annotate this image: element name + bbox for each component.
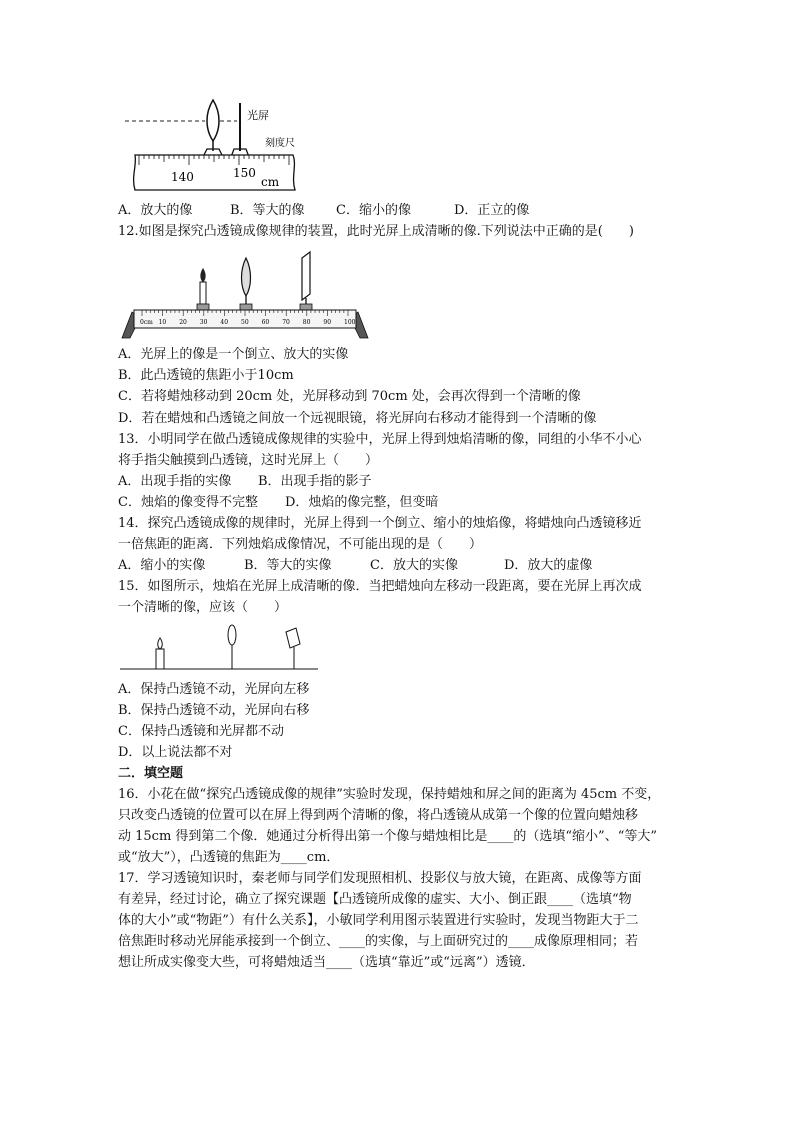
tick-140: 140 xyxy=(171,170,194,184)
q13-option-b: B．出现手指的影子 xyxy=(258,474,372,489)
bench-tick-label: 40 xyxy=(220,319,229,326)
screen-label: 光屏 xyxy=(247,109,269,122)
q16-line2: 只改变凸透镜的位置可以在屏上得到两个清晰的像，将凸透镜从成第一个像的位置向蜡烛移 xyxy=(118,808,639,823)
q14-stem-line2: 一倍焦距的距离．下列烛焰成像情况，不可能出现的是（ ） xyxy=(118,537,483,552)
convex-lens xyxy=(207,100,219,141)
candle-flame xyxy=(200,268,205,282)
bench-tick-label: 60 xyxy=(261,319,270,326)
q13-option-c: C．烛焰的像变得不完整 xyxy=(118,495,258,510)
q15-option-c: C．保持凸透镜和光屏都不动 xyxy=(118,724,284,739)
q16-line1: 16．小花在做“探究凸透镜成像的规律”实验时发现，保持蜡烛和屏之间的距离为 45cm 不变， xyxy=(118,787,661,802)
q17-line3: 体的大小”或“物距”）有什么关系】，小敏同学利用图示装置进行实验时，发现当物距大于二 xyxy=(118,913,639,928)
figure-candle-lens-screen xyxy=(118,620,323,676)
bench-tick-label: 0cm xyxy=(140,319,153,326)
bench-lens xyxy=(242,258,251,296)
q13-options-row2 xyxy=(118,493,438,513)
q11-option-b: B．等大的像 xyxy=(230,203,305,218)
q13-option-d: D．烛焰的像完整，但变暗 xyxy=(285,495,439,510)
section-fill-blank-title: 二．填空题 xyxy=(118,766,184,781)
q12-option-b: B．此凸透镜的焦距小于10cm xyxy=(118,368,294,383)
q17-line4: 倍焦距时移动光屏能承接到一个倒立、____的实像，与上面研究过的____成像原理相同；若 xyxy=(118,934,639,949)
bench-tick-label: 30 xyxy=(199,319,208,326)
q13-stem-line1: 13．小明同学在做凸透镜成像规律的实验中，光屏上得到烛焰清晰的像，同组的小华不小心 xyxy=(118,432,642,447)
q14-option-a: A．缩小的实像 xyxy=(118,558,206,573)
bench-tick-label: 10 xyxy=(158,319,167,326)
bench-tick-label: 80 xyxy=(302,319,311,326)
q11-option-d: D．正立的像 xyxy=(454,203,530,218)
bench-tick-label: 20 xyxy=(179,319,187,326)
figure-lens-ruler xyxy=(125,95,315,195)
q15-option-a: A．保持凸透镜不动，光屏向左移 xyxy=(118,682,310,697)
q15-lens xyxy=(228,625,236,645)
bench-screen xyxy=(302,252,310,300)
q16-line3: 动 15cm 得到第二个像．她通过分析得出第一个像与蜡烛相比是____的（选填“缩小”、“等大” xyxy=(118,829,657,844)
bench-tick-label: 100 xyxy=(344,319,356,326)
q13-options-row1 xyxy=(118,472,372,492)
q13-option-a: A．出现手指的实像 xyxy=(118,474,232,489)
q14-option-b: B．等大的实像 xyxy=(244,558,332,573)
q15-option-b: B．保持凸透镜不动，光屏向右移 xyxy=(118,703,310,718)
q14-option-d: D．放大的虚像 xyxy=(504,558,593,573)
q17-line5: 想让所成实像变大些，可将蜡烛适当____（选填“靠近”或“远离”）透镜． xyxy=(118,955,535,970)
bench-tick-label: 50 xyxy=(241,319,249,326)
q11-options xyxy=(118,201,529,221)
q12-option-d: D．若在蜡烛和凸透镜之间放一个远视眼镜，将光屏向右移动才能得到一个清晰的像 xyxy=(118,411,597,426)
q14-options xyxy=(118,556,592,576)
q15-flame xyxy=(158,638,163,649)
q15-stem-line2: 一个清晰的像，应该（ ） xyxy=(118,600,288,615)
q14-option-c: C．放大的实像 xyxy=(370,558,458,573)
bench-tick-label: 70 xyxy=(282,319,290,326)
q14-stem-line1: 14．探究凸透镜成像的规律时，光屏上得到一个倒立、缩小的烛焰像，将蜡烛向凸透镜移近 xyxy=(118,516,642,531)
q15-stem-line1: 15．如图所示，烛焰在光屏上成清晰的像．当把蜡烛向左移动一段距离，要在光屏上再次成 xyxy=(118,579,642,594)
q16-line4: 或“放大”），凸透镜的焦距为____cm． xyxy=(118,850,340,865)
q12-option-a: A．光屏上的像是一个倒立、放大的实像 xyxy=(118,347,349,362)
candle xyxy=(200,282,206,304)
figure-optical-bench xyxy=(120,250,380,342)
ruler-label: 刻度尺 xyxy=(265,138,295,149)
q17-line1: 17．学习透镜知识时，秦老师与同学们发现照相机、投影仪与放大镜，在距离、成像等方面 xyxy=(118,871,642,886)
q15-screen xyxy=(286,628,300,648)
tick-150: 150 xyxy=(233,166,256,180)
q13-stem-line2: 将手指尖触摸到凸透镜，这时光屏上（ ） xyxy=(118,453,379,468)
q11-option-c: C．缩小的像 xyxy=(336,203,411,218)
q15-candle xyxy=(156,649,164,669)
bench-tick-label: 90 xyxy=(323,319,332,326)
q12-option-c: C．若将蜡烛移动到 20cm 处，光屏移动到 70cm 处，会再次得到一个清晰的像 xyxy=(118,389,581,404)
q17-line2: 有差异，经过讨论，确立了探究课题【凸透镜所成像的虚实、大小、倒正跟____（选填“物 xyxy=(118,892,632,907)
q15-option-d: D．以上说法都不对 xyxy=(118,745,233,760)
q11-option-a: A．放大的像 xyxy=(118,203,193,218)
unit-label: cm xyxy=(261,175,280,189)
q12-stem: 12.如图是探究凸透镜成像规律的装置，此时光屏上成清晰的像.下列说法中正确的是( ) xyxy=(118,224,634,239)
